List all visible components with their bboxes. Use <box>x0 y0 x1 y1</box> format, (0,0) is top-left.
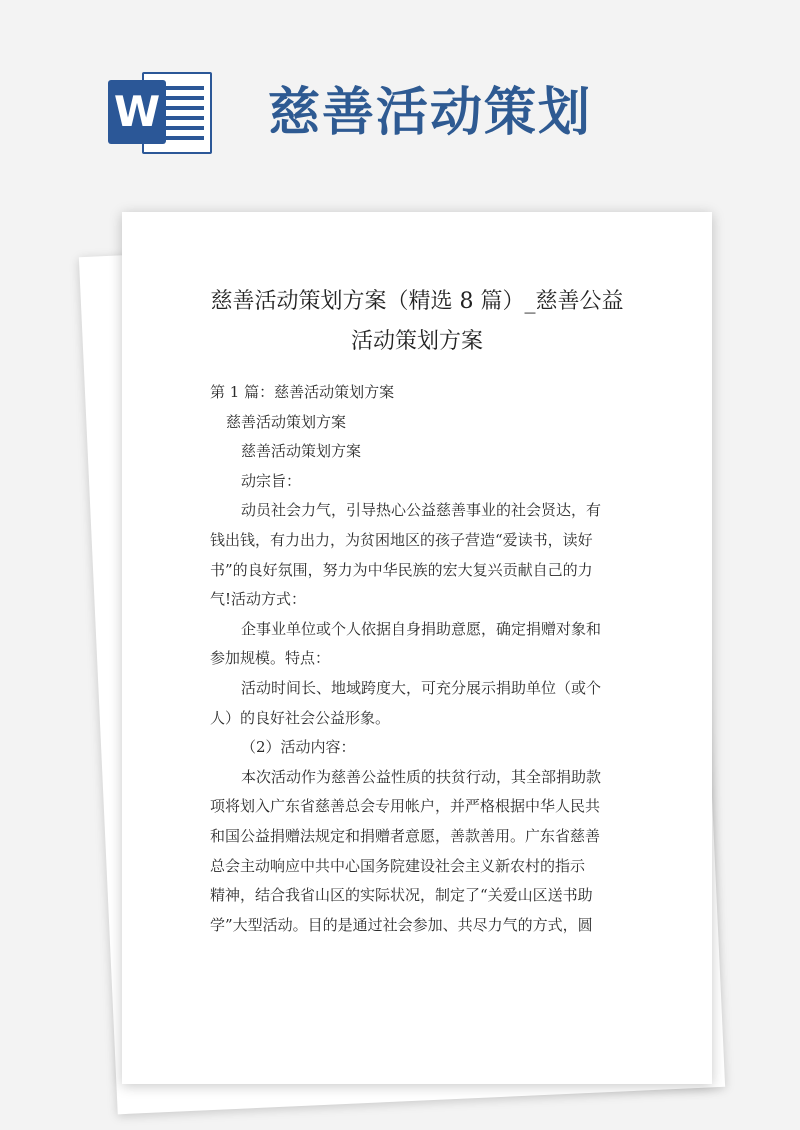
document-page <box>122 212 712 1084</box>
body-line: 气!活动方式： <box>210 590 307 609</box>
body-line: 企事业单位或个人依据自身捐助意愿，确定捐赠对象和 <box>241 619 602 638</box>
body-line: 本次活动作为慈善公益性质的扶贫行动，其全部捐助款 <box>241 767 602 786</box>
body-line: 书”的良好氛围，努力为中华民族的宏大复兴贡献自己的力 <box>210 560 593 579</box>
body-line: 人）的良好社会公益形象。 <box>210 708 391 727</box>
body-line: （2）活动内容： <box>241 738 356 757</box>
body-line: 慈善活动策划方案 <box>226 412 347 431</box>
document-title-line-2: 活动策划方案 <box>350 329 483 354</box>
word-letter-badge: W <box>108 80 166 144</box>
body-line: 学”大型活动。目的是通过社会参加、共尽力气的方式，圆 <box>210 915 593 934</box>
body-line: 动员社会力气，引导热心公益慈善事业的社会贤达，有 <box>241 501 602 520</box>
document-title <box>122 282 712 362</box>
body-line: 项将划入广东省慈善总会专用帐户，并严格根据中华人民共 <box>210 797 601 816</box>
body-line: 总会主动响应中共中心国务院建设社会主义新农村的指示 <box>210 856 586 875</box>
document-title-line-1: 慈善活动策划方案（精选 8 篇）_慈善公益 <box>210 289 624 314</box>
word-document-icon <box>108 72 212 154</box>
document-body <box>210 378 622 940</box>
body-line: 第 1 篇：慈善活动策划方案 <box>210 383 395 401</box>
body-line: 钱出钱，有力出力，为贫困地区的孩子营造“爱读书，读好 <box>210 530 593 549</box>
body-line: 精神，结合我省山区的实际状况，制定了“关爱山区送书助 <box>210 886 593 905</box>
body-line: 和国公益捐赠法规定和捐赠者意愿，善款善用。广东省慈善 <box>210 826 601 845</box>
body-line: 慈善活动策划方案 <box>241 442 362 461</box>
body-line: 参加规模。特点： <box>210 649 331 668</box>
body-line: 活动时间长、地域跨度大，可充分展示捐助单位（或个 <box>241 678 602 697</box>
banner-title: 慈善活动策划 <box>268 82 593 143</box>
body-line: 动宗旨： <box>241 471 302 490</box>
